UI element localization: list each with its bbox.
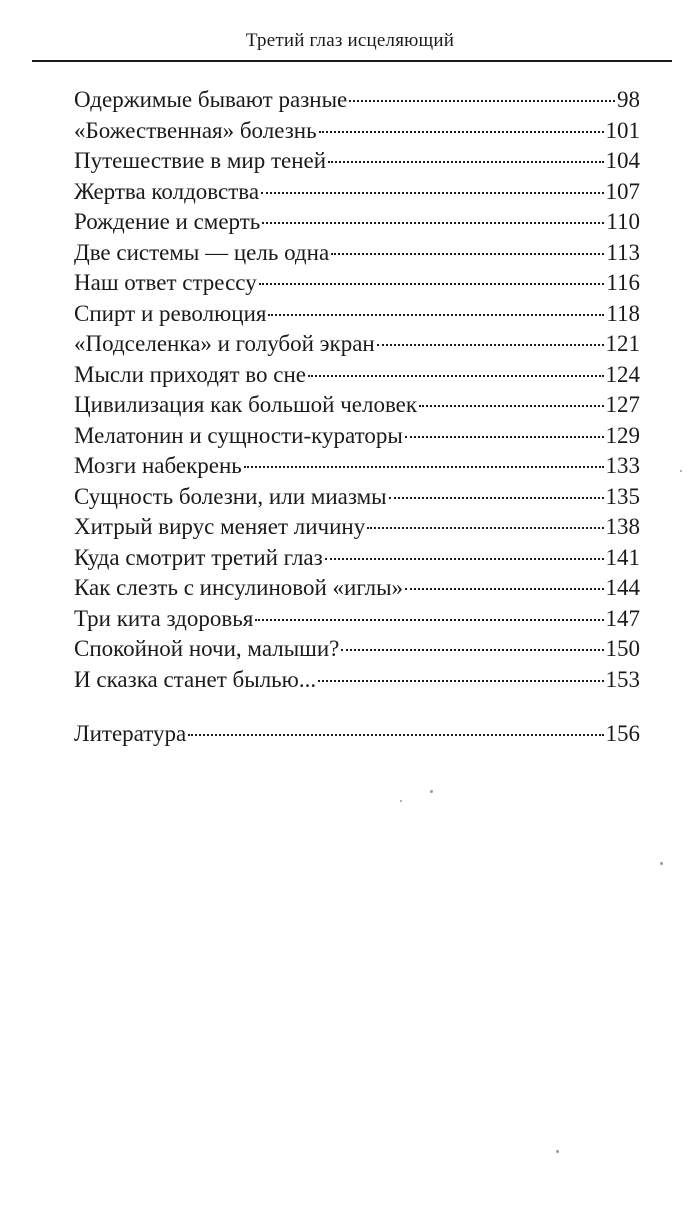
toc-entry [74, 268, 640, 299]
toc-entry-title: Наш ответ стрессу [74, 270, 257, 295]
dot-leader [259, 283, 605, 285]
scan-speck [556, 1150, 559, 1153]
dot-leader [188, 734, 603, 736]
toc-entry-title: Спокойной ночи, малыши? [74, 636, 340, 661]
scan-speck [680, 470, 682, 472]
toc-entry-page: 144 [605, 575, 640, 600]
toc-entry [74, 421, 640, 452]
dot-leader [308, 375, 604, 377]
toc-entry-title: Сущность болезни, или миазмы [74, 483, 387, 509]
dot-leader [367, 527, 603, 529]
toc-entry-title: «Подселенка» и голубой экран [74, 331, 375, 356]
toc-entry-page: 138 [605, 514, 640, 539]
toc-entry-page: 150 [605, 636, 640, 661]
toc-entry-title: Две системы — цель одна [74, 239, 330, 265]
toc-entry-page: 107 [605, 178, 640, 204]
dot-leader [319, 131, 604, 133]
toc-entry-title: Мелатонин и сущности-кураторы [74, 422, 403, 448]
running-header: Третий глаз исцеляющий [245, 30, 455, 51]
dot-leader [405, 588, 603, 590]
toc-entry [74, 329, 640, 360]
toc-entry-title: Спирт и революция [74, 300, 267, 326]
dot-leader [419, 405, 603, 407]
dot-leader [261, 192, 603, 194]
toc-entry-page: 133 [605, 453, 640, 478]
toc-entry [74, 451, 640, 482]
toc-entry [74, 390, 640, 421]
toc-entry [74, 85, 640, 116]
toc-entry [74, 177, 640, 208]
toc-entry-literature [74, 719, 640, 750]
toc-entry-title: И сказка станет былью... [74, 666, 317, 692]
toc-entry-title: Жертва колдовства [74, 178, 260, 204]
toc-entry-page: 135 [605, 483, 640, 509]
toc-entry-title: Мысли приходят во сне [74, 361, 306, 387]
dot-leader [328, 161, 603, 163]
toc-entry [74, 634, 640, 665]
dot-leader [405, 436, 604, 438]
toc-entry-page: 127 [605, 392, 640, 417]
toc-entry [74, 116, 640, 147]
header-rule [32, 60, 672, 62]
toc-entry [74, 543, 640, 574]
toc-entry-title: Путешествие в мир теней [74, 148, 327, 173]
toc-entry-page: 121 [605, 331, 640, 356]
toc-entry [74, 604, 640, 635]
toc-entry-title: Литература [74, 721, 187, 746]
dot-leader [255, 619, 603, 621]
scan-speck [400, 800, 402, 802]
toc-entry-page: 147 [605, 605, 640, 631]
dot-leader [268, 314, 604, 316]
table-of-contents [74, 85, 640, 750]
toc-entry-title: Одержимые бывают разные [74, 87, 348, 112]
toc-entry-page: 113 [606, 239, 640, 265]
toc-entry [74, 299, 640, 330]
toc-entry-page: 153 [605, 666, 640, 692]
section-gap [74, 695, 640, 719]
dot-leader [318, 680, 603, 682]
toc-entry-page: 101 [605, 117, 640, 143]
toc-entry [74, 482, 640, 513]
toc-entry [74, 146, 640, 177]
dot-leader [341, 649, 603, 651]
toc-entry-title: Куда смотрит третий глаз [74, 544, 323, 570]
toc-entry-title: Три кита здоровья [74, 605, 254, 631]
dot-leader [331, 253, 604, 255]
toc-entry-title: Мозги набекрень [74, 453, 242, 478]
scan-speck [660, 862, 663, 865]
toc-entry [74, 665, 640, 696]
toc-entry [74, 238, 640, 269]
toc-entry-title: Как слезть с инсулиновой «иглы» [74, 575, 404, 600]
toc-entry-page: 156 [605, 721, 640, 746]
dot-leader [325, 558, 604, 560]
toc-entry [74, 207, 640, 238]
toc-entry-page: 124 [605, 361, 640, 387]
scan-speck [430, 790, 433, 793]
dot-leader [244, 466, 604, 468]
dot-leader [262, 222, 604, 224]
toc-entry-title: Хитрый вирус меняет личину [74, 514, 366, 539]
dot-leader [349, 100, 615, 102]
dot-leader [389, 497, 604, 499]
toc-entry-title: Рождение и смерть [74, 209, 261, 234]
toc-entry [74, 573, 640, 604]
toc-entry-page: 129 [605, 422, 640, 448]
toc-entry-page: 141 [605, 544, 640, 570]
toc-entry [74, 512, 640, 543]
toc-entry [74, 360, 640, 391]
dot-leader [377, 344, 604, 346]
toc-entry-title: Цивилизация как большой человек [74, 392, 418, 417]
toc-entry-page: 110 [606, 209, 640, 234]
toc-entry-title: «Божественная» болезнь [74, 117, 317, 143]
toc-entry-page: 104 [605, 148, 640, 173]
toc-entry-page: 118 [606, 300, 640, 326]
toc-entry-page: 116 [606, 270, 640, 295]
toc-entry-page: 98 [617, 87, 640, 112]
